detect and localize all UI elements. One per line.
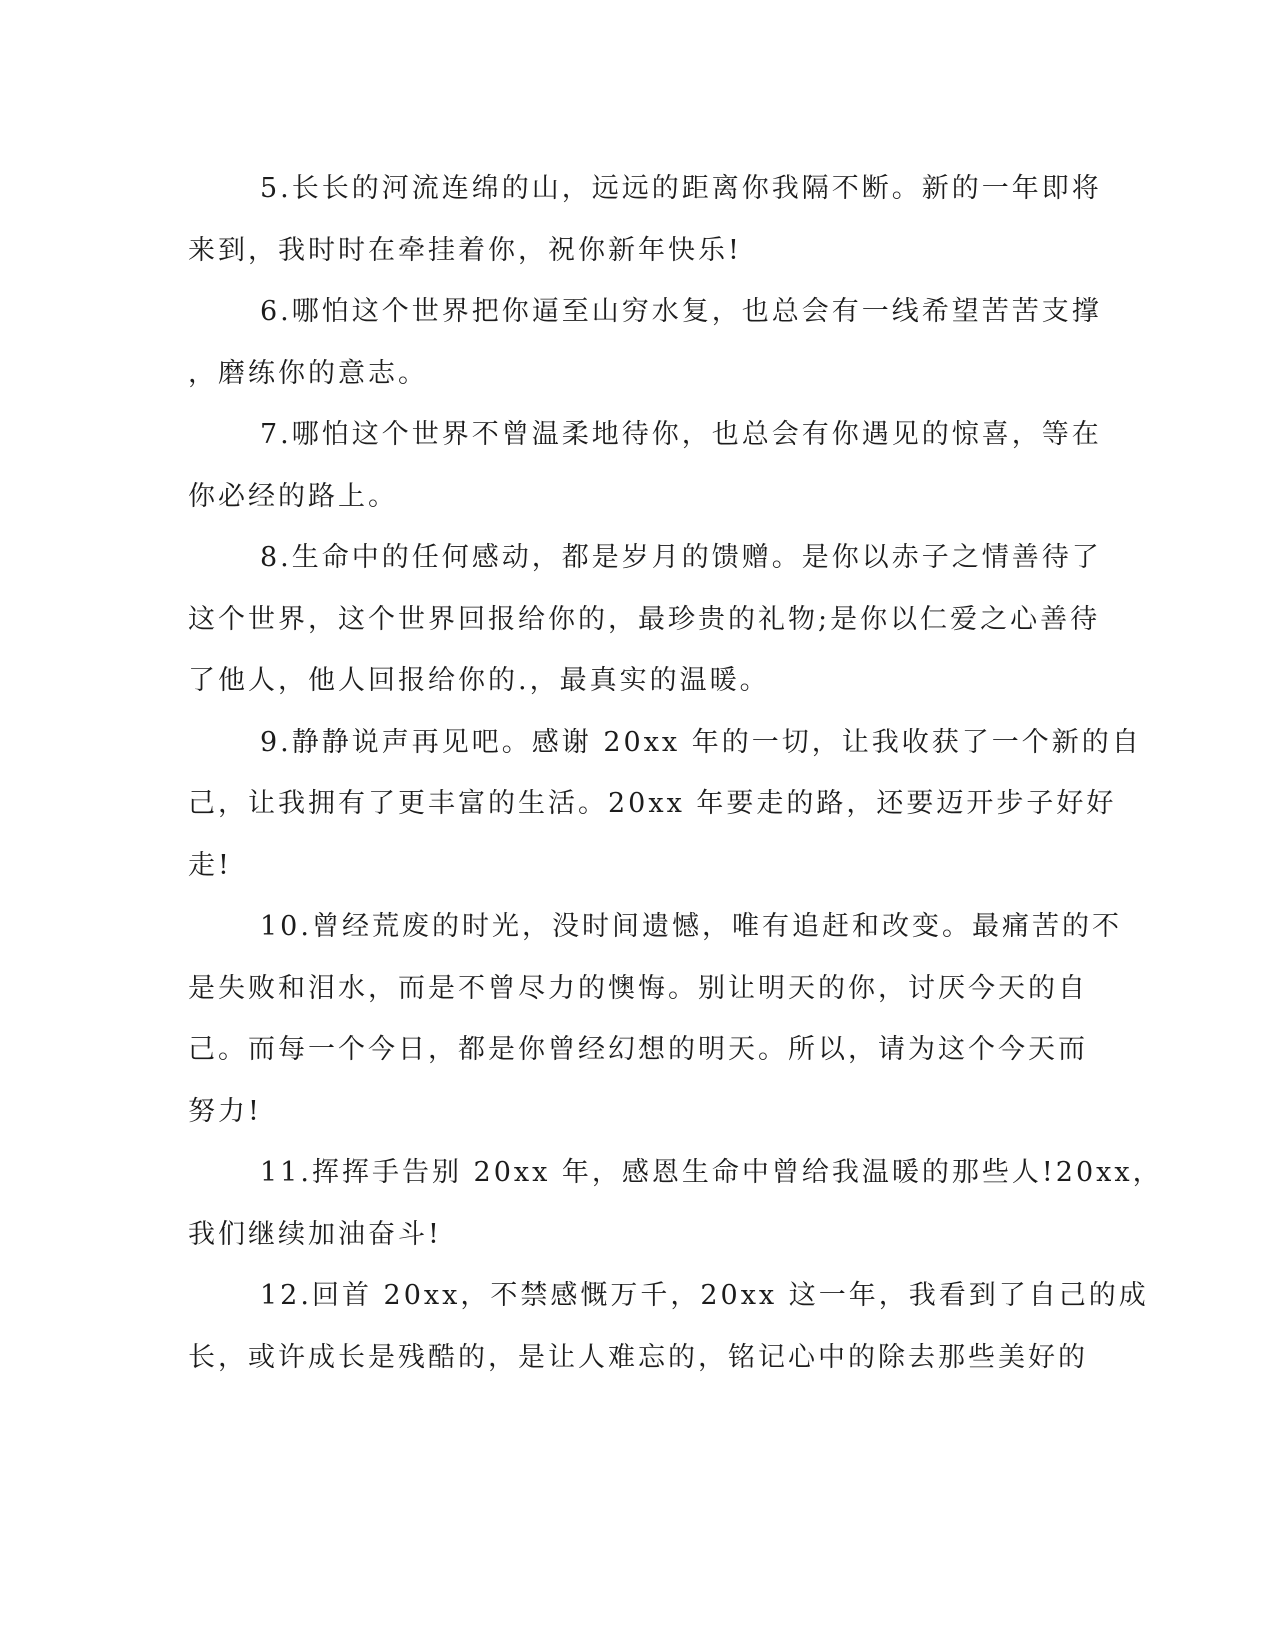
paragraph-line: 5.长长的河流连绵的山，远远的距离你我隔不断。新的一年即将 [260, 173, 1102, 204]
paragraph-line: 努力! [188, 1095, 262, 1127]
paragraph-line: 7.哪怕这个世界不曾温柔地待你，也总会有你遇见的惊喜，等在 [260, 419, 1102, 450]
paragraph-line: 你必经的路上。 [188, 480, 398, 512]
paragraph-line: 8.生命中的任何感动，都是岁月的馈赠。是你以赤子之情善待了 [260, 542, 1102, 573]
paragraph-line: ，磨练你的意志。 [188, 357, 428, 389]
paragraph-9 [188, 712, 1142, 897]
paragraph-line: 10.曾经荒废的时光，没时间遗憾，唯有追赶和改变。最痛苦的不 [260, 911, 1122, 942]
paragraph-11 [188, 1142, 1163, 1265]
paragraph-line: 12.回首 20xx，不禁感慨万千，20xx 这一年，我看到了自己的成 [260, 1280, 1149, 1311]
paragraph-line: 这个世界，这个世界回报给你的，最珍贵的礼物;是你以仁爱之心善待 [188, 603, 1101, 635]
paragraph-line: 己，让我拥有了更丰富的生活。20xx 年要走的路，还要迈开步子好好 [188, 788, 1117, 819]
paragraph-line: 6.哪怕这个世界把你逼至山穷水复，也总会有一线希望苦苦支撑 [260, 296, 1102, 327]
paragraph-line: 9.静静说声再见吧。感谢 20xx 年的一切，让我收获了一个新的自 [260, 726, 1142, 758]
paragraph-line: 来到，我时时在牵挂着你，祝你新年快乐! [188, 234, 742, 266]
paragraph-line: 我们继续加油奋斗! [188, 1218, 442, 1250]
paragraph-line: 走! [188, 849, 232, 881]
paragraph-7 [188, 404, 1102, 527]
paragraph-6 [188, 281, 1102, 404]
paragraph-5 [188, 158, 1102, 281]
paragraph-10 [188, 896, 1122, 1142]
document-body [188, 158, 1163, 1388]
paragraph-line: 长，或许成长是残酷的，是让人难忘的，铭记心中的除去那些美好的 [188, 1341, 1088, 1373]
paragraph-12 [188, 1265, 1149, 1388]
paragraph-line: 己。而每一个今日，都是你曾经幻想的明天。所以，请为这个今天而 [188, 1034, 1088, 1065]
paragraph-line: 是失败和泪水，而是不曾尽力的懊悔。别让明天的你，讨厌今天的自 [188, 972, 1088, 1004]
paragraph-line: 11.挥挥手告别 20xx 年，感恩生命中曾给我温暖的那些人!20xx， [260, 1157, 1163, 1188]
paragraph-line: 了他人，他人回报给你的.，最真实的温暖。 [188, 665, 770, 696]
paragraph-8 [188, 527, 1102, 712]
